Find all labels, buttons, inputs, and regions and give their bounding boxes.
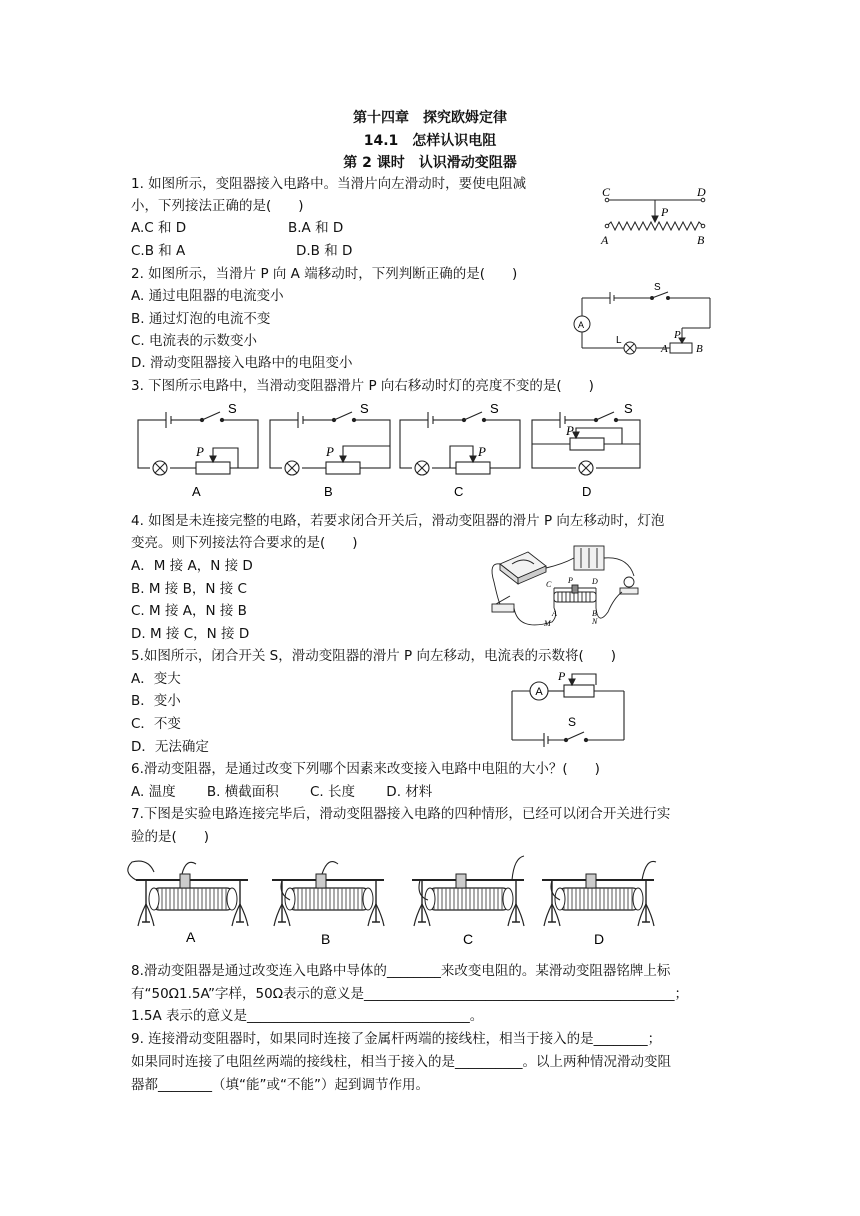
q3-a-label-p: P bbox=[196, 444, 204, 459]
q1-fig-label-d: D bbox=[697, 185, 706, 199]
q4-stem-line2: 变亮。则下列接法符合要求的是( ) bbox=[131, 535, 358, 551]
q1-stem-line1: 1. 如图所示，变阻器接入电路中。当滑片向左滑动时，要使电阻减 bbox=[131, 176, 527, 192]
q2-fig-label-s: S bbox=[654, 282, 661, 293]
q1-fig-label-c: C bbox=[602, 185, 611, 199]
q1-fig-label-p: P bbox=[661, 205, 669, 219]
q8-line1: 8.滑动变阻器是通过改变连入电路中导体的________来改变电阻的。某滑动变阻器铭牌上标 bbox=[131, 963, 671, 979]
q7-label-d: D bbox=[594, 931, 605, 947]
q6-options: A. 温度 B. 横截面积 C. 长度 D. 材料 bbox=[131, 784, 433, 800]
q3-label-c: C bbox=[454, 484, 464, 499]
q3-circuits-figure bbox=[130, 400, 650, 500]
q7-rheostat-c bbox=[412, 856, 524, 926]
q3-c-label-s: S bbox=[490, 401, 499, 416]
q5-option-c: C．不变 bbox=[131, 716, 181, 732]
q1-option-b: B.A 和 D bbox=[288, 220, 344, 236]
q5-option-b: B．变小 bbox=[131, 693, 181, 709]
q3-d-label-s: S bbox=[624, 401, 633, 416]
q5-ammeter-symbol: A bbox=[535, 686, 543, 698]
q4-option-d: D. M 接 C，N 接 D bbox=[131, 626, 250, 642]
q4-option-a: A．M 接 A，N 接 D bbox=[131, 558, 253, 574]
q5-option-a: A．变大 bbox=[131, 671, 181, 687]
q7-stem-line1: 7.下图是实验电路连接完毕后，滑动变阻器接入电路的四种情形，已经可以闭合开关进行实 bbox=[131, 806, 671, 822]
q1-fig-label-b: B bbox=[697, 233, 705, 247]
q8-line2: 有“50Ω1.5A”字样，50Ω表示的意义是______________________________________________； bbox=[131, 986, 689, 1002]
q4-fig-label-m: M bbox=[544, 619, 551, 628]
q3-circuit-d bbox=[532, 412, 640, 478]
q4-battery-box bbox=[574, 546, 604, 570]
q2-option-c: C. 电流表的示数变小 bbox=[131, 333, 258, 349]
q6-stem: 6.滑动变阻器，是通过改变下列哪个因素来改变接入电路中电阻的大小？( ) bbox=[131, 761, 600, 777]
q2-option-d: D. 滑动变阻器接入电路中的电阻变小 bbox=[131, 355, 353, 371]
q1-rheostat-figure bbox=[595, 186, 720, 251]
q1-option-d: D.B 和 D bbox=[296, 243, 353, 259]
q4-apparatus-figure bbox=[488, 542, 658, 634]
q1-stem-line2: 小，下列接法正确的是( ) bbox=[131, 198, 304, 214]
q2-fig-label-l: L bbox=[616, 335, 622, 346]
q4-stem-line1: 4. 如图是未连接完整的电路，若要求闭合开关后，滑动变阻器的滑片 P 向左移动时，灯泡 bbox=[131, 513, 665, 529]
q8-line3: 1.5A 表示的意义是_________________________________。 bbox=[131, 1008, 484, 1024]
q3-label-a: A bbox=[192, 484, 201, 499]
q3-c-label-p: P bbox=[478, 444, 486, 459]
q3-label-d: D bbox=[582, 484, 592, 499]
q4-option-b: B. M 接 B，N 接 C bbox=[131, 581, 247, 597]
section-title: 14.1 怎样认识电阻 bbox=[363, 133, 497, 149]
q7-label-a: A bbox=[186, 929, 196, 945]
q7-stem-line2: 验的是( ) bbox=[131, 829, 210, 845]
q4-ammeter-meter bbox=[500, 552, 546, 584]
q9-line2: 如果同时连接了电阻丝两端的接线柱，相当于接入的是__________。以上两种情况滑动变阻 bbox=[131, 1054, 671, 1070]
q4-rheostat bbox=[554, 585, 596, 608]
q9-line3: 器都________（填“能”或“不能”）起到调节作用。 bbox=[131, 1077, 429, 1093]
q7-label-c: C bbox=[463, 931, 474, 947]
q3-stem: 3. 下图所示电路中，当滑动变阻器滑片 P 向右移动时灯的亮度不变的是( ) bbox=[131, 378, 594, 394]
q7-rheostat-a bbox=[128, 861, 248, 926]
q2-option-a: A. 通过电阻器的电流变小 bbox=[131, 288, 284, 304]
q2-circuit-figure bbox=[572, 280, 717, 360]
q4-lamp bbox=[620, 577, 638, 594]
q4-switch bbox=[492, 596, 514, 612]
q3-circuit-c bbox=[400, 412, 520, 478]
q5-stem: 5.如图所示，闭合开关 S，滑动变阻器的滑片 P 向左移动，电流表的示数将( ) bbox=[131, 648, 616, 664]
q5-circuit-figure bbox=[508, 668, 633, 748]
q4-fig-label-a: A bbox=[552, 609, 557, 618]
q7-rheostats-figure bbox=[128, 852, 668, 952]
q7-rheostat-b bbox=[272, 862, 384, 926]
q2-stem: 2. 如图所示，当滑片 P 向 A 端移动时，下列判断正确的是( ) bbox=[131, 266, 518, 282]
q5-option-d: D．无法确定 bbox=[131, 739, 209, 755]
q1-fig-label-a: A bbox=[601, 233, 609, 247]
q2-option-b: B. 通过灯泡的电流不变 bbox=[131, 311, 271, 327]
q2-ammeter-symbol: A bbox=[577, 320, 585, 330]
chapter-title: 第十四章 探究欧姆定律 bbox=[353, 110, 507, 126]
q5-fig-label-s: S bbox=[568, 715, 577, 729]
q7-rheostat-d bbox=[542, 861, 656, 926]
q5-fig-label-p: P bbox=[558, 669, 566, 683]
lesson-title: 第 2 课时 认识滑动变阻器 bbox=[343, 155, 517, 171]
q2-fig-label-a: A bbox=[661, 343, 668, 355]
q2-fig-label-b: B bbox=[696, 343, 703, 355]
q3-b-label-p: P bbox=[326, 444, 334, 459]
q4-fig-label-c: C bbox=[546, 580, 552, 589]
q3-d-label-p: P bbox=[566, 423, 574, 438]
q1-option-a: A.C 和 D bbox=[131, 220, 187, 236]
q3-a-label-s: S bbox=[228, 401, 237, 416]
q9-line1: 9. 连接滑动变阻器时，如果同时连接了金属杆两端的接线柱，相当于接入的是________； bbox=[131, 1031, 662, 1047]
q7-label-b: B bbox=[321, 931, 331, 947]
q4-fig-label-p: P bbox=[568, 576, 573, 585]
q2-fig-label-p: P bbox=[674, 329, 681, 341]
q4-option-c: C. M 接 A，N 接 B bbox=[131, 603, 247, 619]
q3-label-b: B bbox=[324, 484, 333, 499]
q4-fig-label-b: B bbox=[592, 609, 597, 618]
q1-option-c: C.B 和 A bbox=[131, 243, 186, 259]
q4-fig-label-n: N bbox=[592, 617, 598, 626]
q4-fig-label-d: D bbox=[592, 577, 598, 586]
q3-b-label-s: S bbox=[360, 401, 369, 416]
